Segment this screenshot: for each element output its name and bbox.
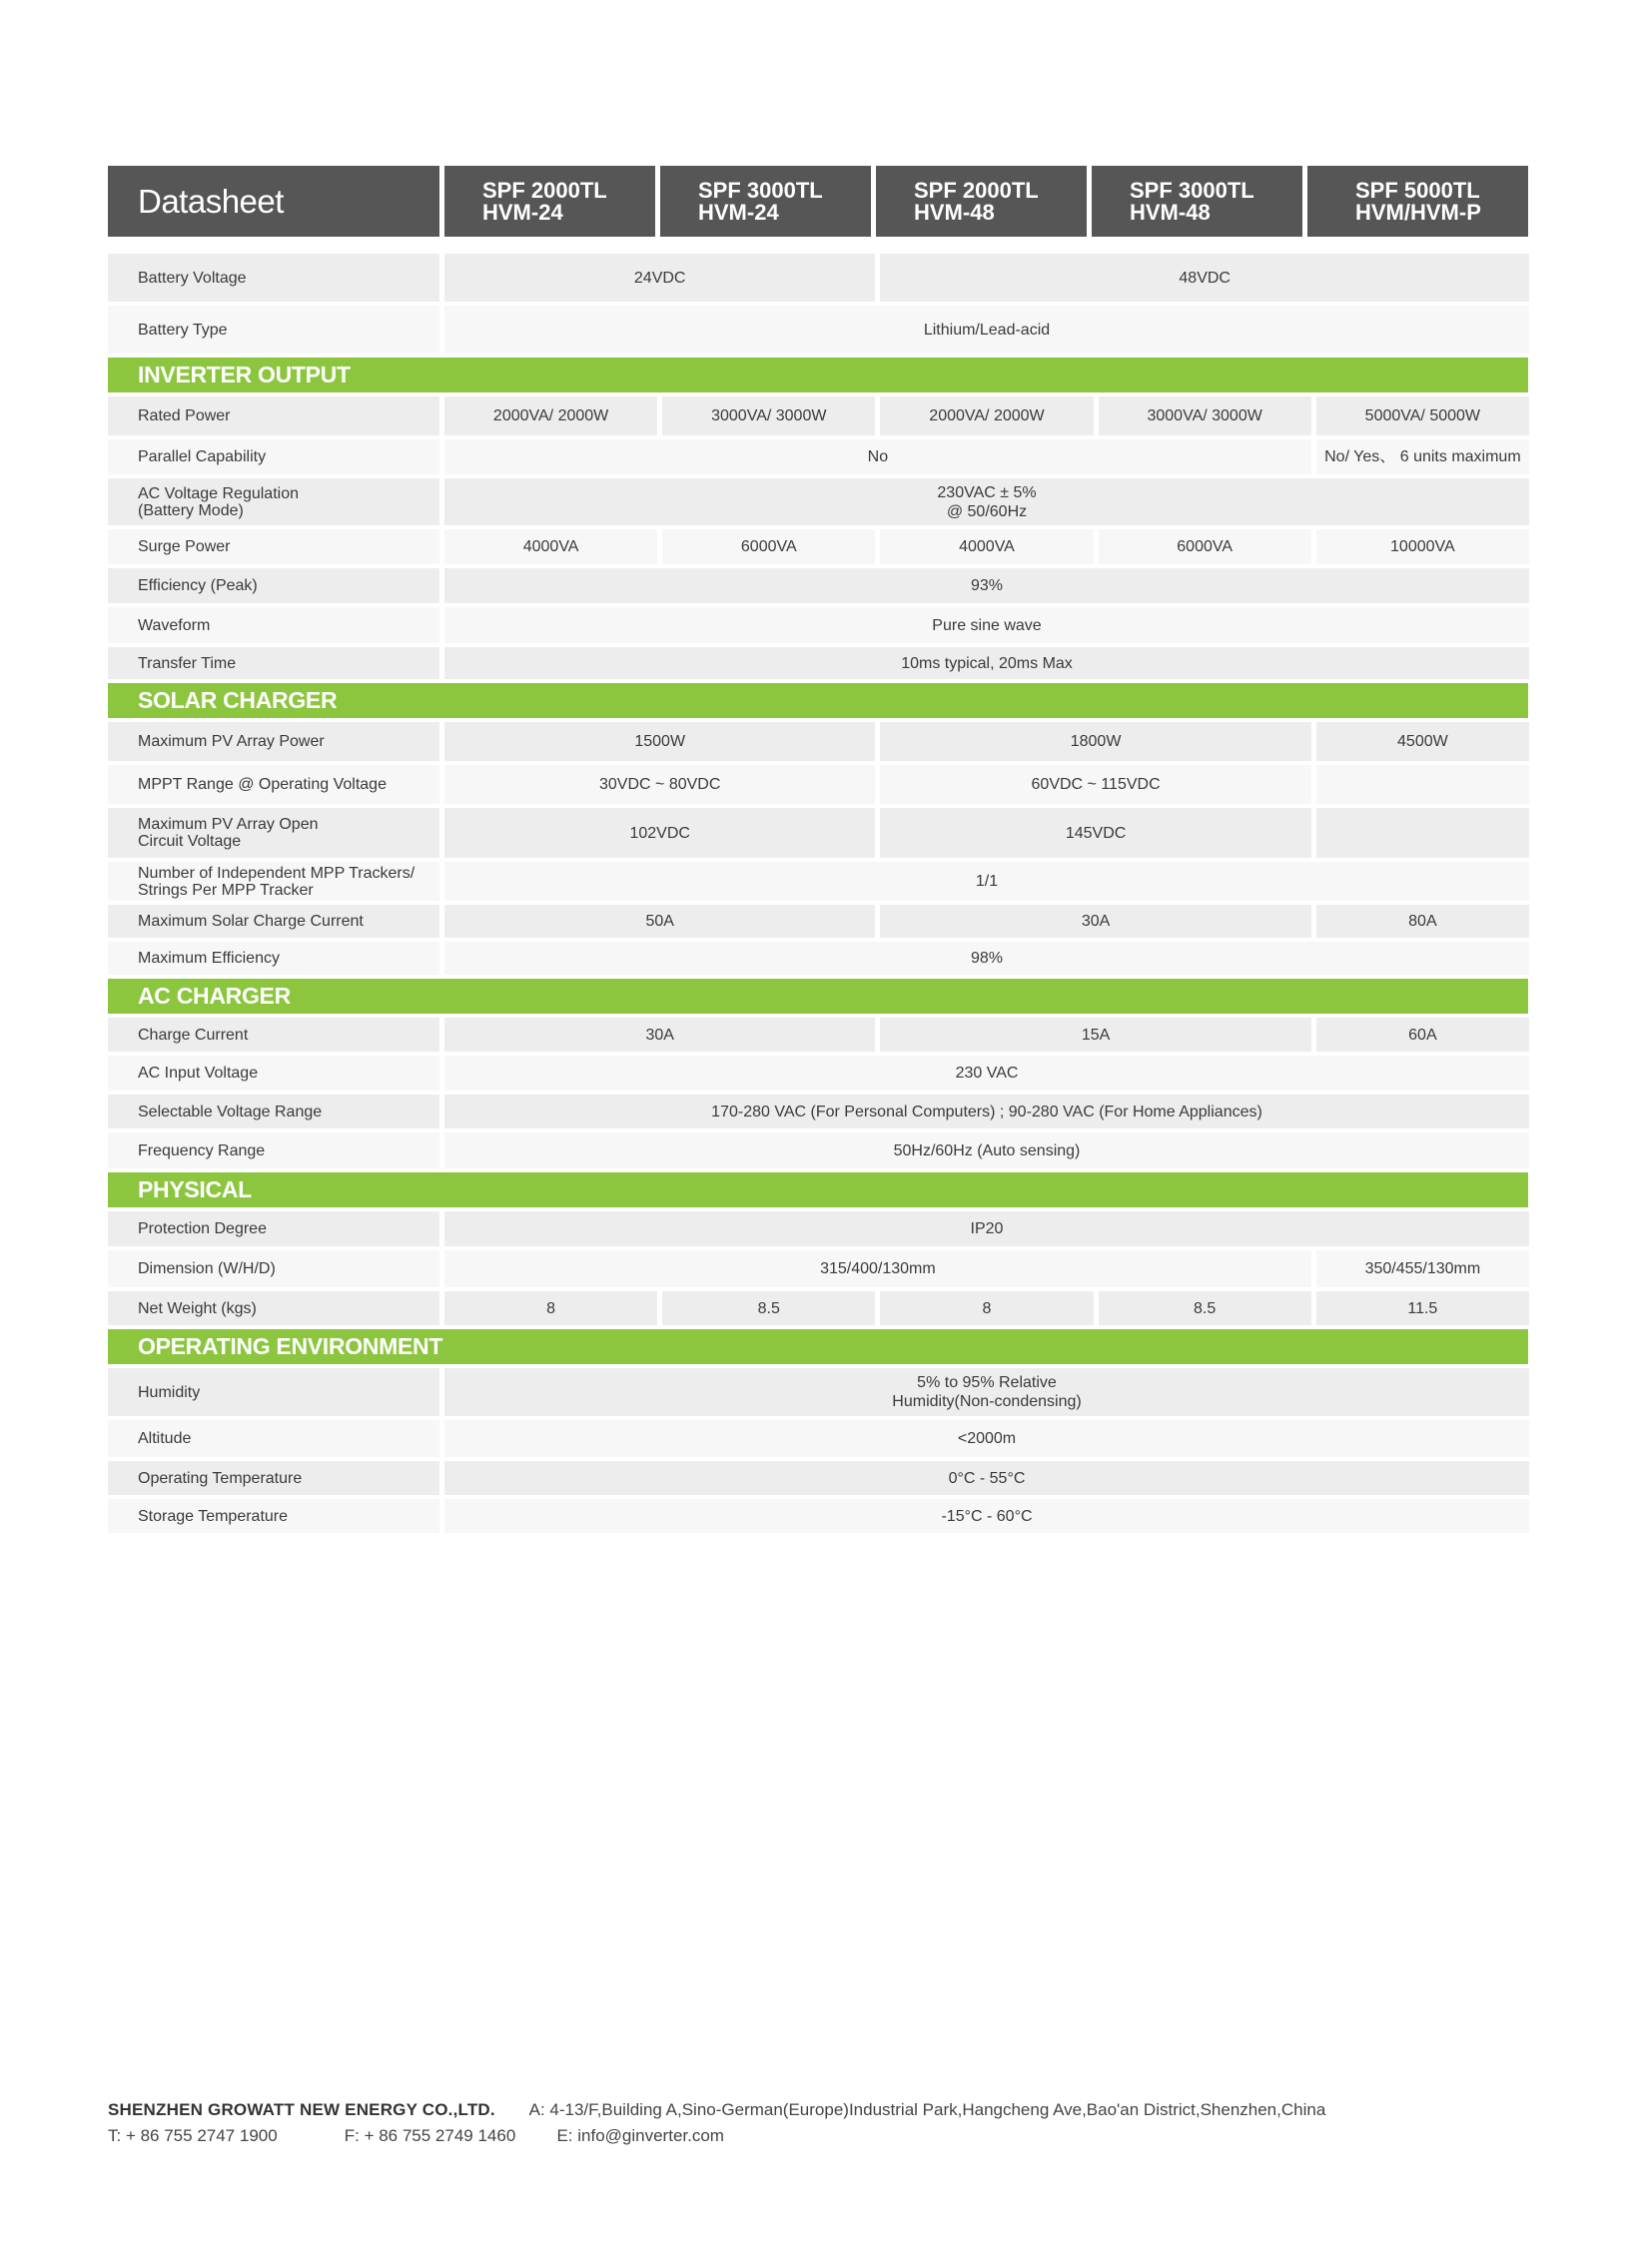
table-row bbox=[108, 478, 1528, 525]
value-cell: 5000VA/ 5000W bbox=[1316, 396, 1529, 435]
table-row bbox=[108, 942, 1528, 975]
model-name: SPF 2000TL bbox=[914, 177, 1039, 203]
value-cell: 230 VAC bbox=[444, 1056, 1529, 1091]
model-name: SPF 2000TL bbox=[482, 177, 607, 203]
table-row bbox=[108, 439, 1528, 474]
table-row bbox=[108, 1499, 1528, 1533]
value-cell: -15°C - 60°C bbox=[444, 1499, 1529, 1533]
row-label-battery-voltage: Battery Voltage bbox=[108, 254, 439, 302]
value-cell: No bbox=[444, 439, 1311, 474]
model-name: SPF 5000TL bbox=[1355, 177, 1480, 203]
value-cell: 170-280 VAC (For Personal Computers) ; 90-280 VAC (For Home Appliances) bbox=[444, 1095, 1529, 1128]
table-row bbox=[108, 1250, 1528, 1287]
value-cell: 50Hz/60Hz (Auto sensing) bbox=[444, 1132, 1529, 1168]
value-cell: Lithium/Lead-acid bbox=[444, 306, 1529, 354]
model-header bbox=[660, 166, 871, 237]
value-cell: 98% bbox=[444, 942, 1529, 975]
row-label-waveform: Waveform bbox=[108, 607, 439, 643]
table-row bbox=[108, 529, 1528, 564]
row-label-battery-type: Battery Type bbox=[108, 306, 439, 354]
table-row bbox=[108, 568, 1528, 603]
value-cell: 60A bbox=[1316, 1018, 1529, 1052]
company-address: A: 4-13/F,Building A,Sino-German(Europe)Industrial Park,Hangcheng Ave,Bao'an District,Shenzhen,China bbox=[528, 2100, 1326, 2119]
row-label-ac-input-voltage: AC Input Voltage bbox=[108, 1056, 439, 1091]
row-label-mppt-range-operating-voltage: MPPT Range @ Operating Voltage bbox=[108, 765, 439, 804]
value-cell: 6000VA bbox=[1099, 529, 1311, 564]
value-cell: 8 bbox=[444, 1291, 657, 1325]
table-row bbox=[108, 396, 1528, 435]
section-header-operating-environment: OPERATING ENVIRONMENT bbox=[108, 1329, 1528, 1364]
table-row bbox=[108, 1132, 1528, 1168]
value-cell: 11.5 bbox=[1316, 1291, 1529, 1325]
table-row bbox=[108, 1211, 1528, 1246]
table-row bbox=[108, 722, 1528, 761]
row-label-storage-temperature: Storage Temperature bbox=[108, 1499, 439, 1533]
section-header-ac-charger: AC CHARGER bbox=[108, 979, 1528, 1014]
table-row bbox=[108, 306, 1528, 354]
value-cell: 3000VA/ 3000W bbox=[1099, 396, 1311, 435]
value-cell: 48VDC bbox=[880, 254, 1529, 302]
row-label-protection-degree: Protection Degree bbox=[108, 1211, 439, 1246]
value-cell: 0°C - 55°C bbox=[444, 1461, 1529, 1495]
value-cell: 30VDC ~ 80VDC bbox=[444, 765, 875, 804]
model-header bbox=[1307, 166, 1528, 237]
table-row bbox=[108, 647, 1528, 679]
row-label-altitude: Altitude bbox=[108, 1420, 439, 1457]
table-row bbox=[108, 1095, 1528, 1128]
fax-number: F: + 86 755 2749 1460 bbox=[344, 2126, 516, 2145]
value-cell: 10ms typical, 20ms Max bbox=[444, 647, 1529, 679]
section-header-inverter-output: INVERTER OUTPUT bbox=[108, 358, 1528, 392]
value-cell: 24VDC bbox=[444, 254, 875, 302]
value-cell: 8.5 bbox=[1099, 1291, 1311, 1325]
section-header-physical: PHYSICAL bbox=[108, 1172, 1528, 1207]
page-footer bbox=[108, 2100, 1325, 2152]
value-cell bbox=[1316, 765, 1529, 804]
datasheet-table bbox=[108, 166, 1528, 1537]
value-cell: 8 bbox=[880, 1291, 1093, 1325]
model-header bbox=[876, 166, 1087, 237]
value-cell: 3000VA/ 3000W bbox=[662, 396, 875, 435]
value-cell: 1500W bbox=[444, 722, 875, 761]
value-cell: 315/400/130mm bbox=[444, 1250, 1311, 1287]
value-cell: 6000VA bbox=[662, 529, 875, 564]
row-label-maximum-efficiency: Maximum Efficiency bbox=[108, 942, 439, 975]
row-label-frequency-range: Frequency Range bbox=[108, 1132, 439, 1168]
table-row bbox=[108, 765, 1528, 804]
row-label-surge-power: Surge Power bbox=[108, 529, 439, 564]
model-variant: HVM-24 bbox=[482, 199, 563, 225]
value-cell: 230VAC ± 5% @ 50/60Hz bbox=[444, 478, 1529, 525]
row-label-transfer-time: Transfer Time bbox=[108, 647, 439, 679]
value-cell: 102VDC bbox=[444, 808, 875, 858]
value-cell: No/ Yes、 6 units maximum bbox=[1316, 439, 1529, 474]
value-cell: 1800W bbox=[880, 722, 1310, 761]
value-cell: 50A bbox=[444, 905, 875, 938]
row-label-dimension-w-h-d: Dimension (W/H/D) bbox=[108, 1250, 439, 1287]
model-header bbox=[444, 166, 655, 237]
value-cell: 93% bbox=[444, 568, 1529, 603]
model-name: SPF 3000TL bbox=[698, 177, 823, 203]
email-address: E: info@ginverter.com bbox=[556, 2126, 724, 2145]
row-label-maximum-pv-array-open-circuit-voltage: Maximum PV Array Open Circuit Voltage bbox=[108, 808, 439, 858]
table-row bbox=[108, 607, 1528, 643]
row-label-humidity: Humidity bbox=[108, 1368, 439, 1416]
model-variant: HVM-48 bbox=[914, 199, 995, 225]
table-row bbox=[108, 905, 1528, 938]
model-header bbox=[1092, 166, 1302, 237]
row-label-net-weight-kgs: Net Weight (kgs) bbox=[108, 1291, 439, 1325]
value-cell: 1/1 bbox=[444, 862, 1529, 901]
table-row bbox=[108, 862, 1528, 901]
table-row bbox=[108, 1420, 1528, 1457]
row-label-maximum-pv-array-power: Maximum PV Array Power bbox=[108, 722, 439, 761]
section-header-solar-charger: SOLAR CHARGER bbox=[108, 683, 1528, 718]
value-cell: 4000VA bbox=[880, 529, 1093, 564]
value-cell: 2000VA/ 2000W bbox=[444, 396, 657, 435]
table-row bbox=[108, 1018, 1528, 1052]
table-row bbox=[108, 1461, 1528, 1495]
model-variant: HVM/HVM-P bbox=[1355, 199, 1481, 225]
row-label-ac-voltage-regulation-battery-mode: AC Voltage Regulation (Battery Mode) bbox=[108, 478, 439, 525]
row-label-operating-temperature: Operating Temperature bbox=[108, 1461, 439, 1495]
value-cell: 145VDC bbox=[880, 808, 1310, 858]
company-name: SHENZHEN GROWATT NEW ENERGY CO.,LTD. bbox=[108, 2100, 495, 2119]
row-label-number-of-independent-mpp-trackers-strings-per-mpp-tracker: Number of Independent MPP Trackers/ Strings Per MPP Tracker bbox=[108, 862, 439, 901]
value-cell: 30A bbox=[880, 905, 1310, 938]
datasheet-title: Datasheet bbox=[108, 166, 439, 237]
value-cell: Pure sine wave bbox=[444, 607, 1529, 643]
table-header bbox=[108, 166, 1528, 237]
model-name: SPF 3000TL bbox=[1130, 177, 1254, 203]
value-cell: IP20 bbox=[444, 1211, 1529, 1246]
value-cell: 60VDC ~ 115VDC bbox=[880, 765, 1310, 804]
value-cell: <2000m bbox=[444, 1420, 1529, 1457]
phone-number: T: + 86 755 2747 1900 bbox=[108, 2126, 278, 2145]
value-cell: 8.5 bbox=[662, 1291, 875, 1325]
table-row bbox=[108, 808, 1528, 858]
table-row bbox=[108, 1368, 1528, 1416]
row-label-parallel-capability: Parallel Capability bbox=[108, 439, 439, 474]
table-row bbox=[108, 1056, 1528, 1091]
value-cell: 30A bbox=[444, 1018, 875, 1052]
value-cell: 4000VA bbox=[444, 529, 657, 564]
value-cell: 10000VA bbox=[1316, 529, 1529, 564]
row-label-charge-current: Charge Current bbox=[108, 1018, 439, 1052]
row-label-maximum-solar-charge-current: Maximum Solar Charge Current bbox=[108, 905, 439, 938]
model-variant: HVM-48 bbox=[1130, 199, 1211, 225]
value-cell: 15A bbox=[880, 1018, 1310, 1052]
row-label-rated-power: Rated Power bbox=[108, 396, 439, 435]
row-label-selectable-voltage-range: Selectable Voltage Range bbox=[108, 1095, 439, 1128]
value-cell: 5% to 95% Relative Humidity(Non-condensing) bbox=[444, 1368, 1529, 1416]
model-variant: HVM-24 bbox=[698, 199, 779, 225]
value-cell bbox=[1316, 808, 1529, 858]
table-body bbox=[108, 254, 1528, 1533]
table-row bbox=[108, 1291, 1528, 1325]
value-cell: 2000VA/ 2000W bbox=[880, 396, 1093, 435]
value-cell: 350/455/130mm bbox=[1316, 1250, 1529, 1287]
value-cell: 4500W bbox=[1316, 722, 1529, 761]
table-row bbox=[108, 254, 1528, 302]
value-cell: 80A bbox=[1316, 905, 1529, 938]
row-label-efficiency-peak: Efficiency (Peak) bbox=[108, 568, 439, 603]
